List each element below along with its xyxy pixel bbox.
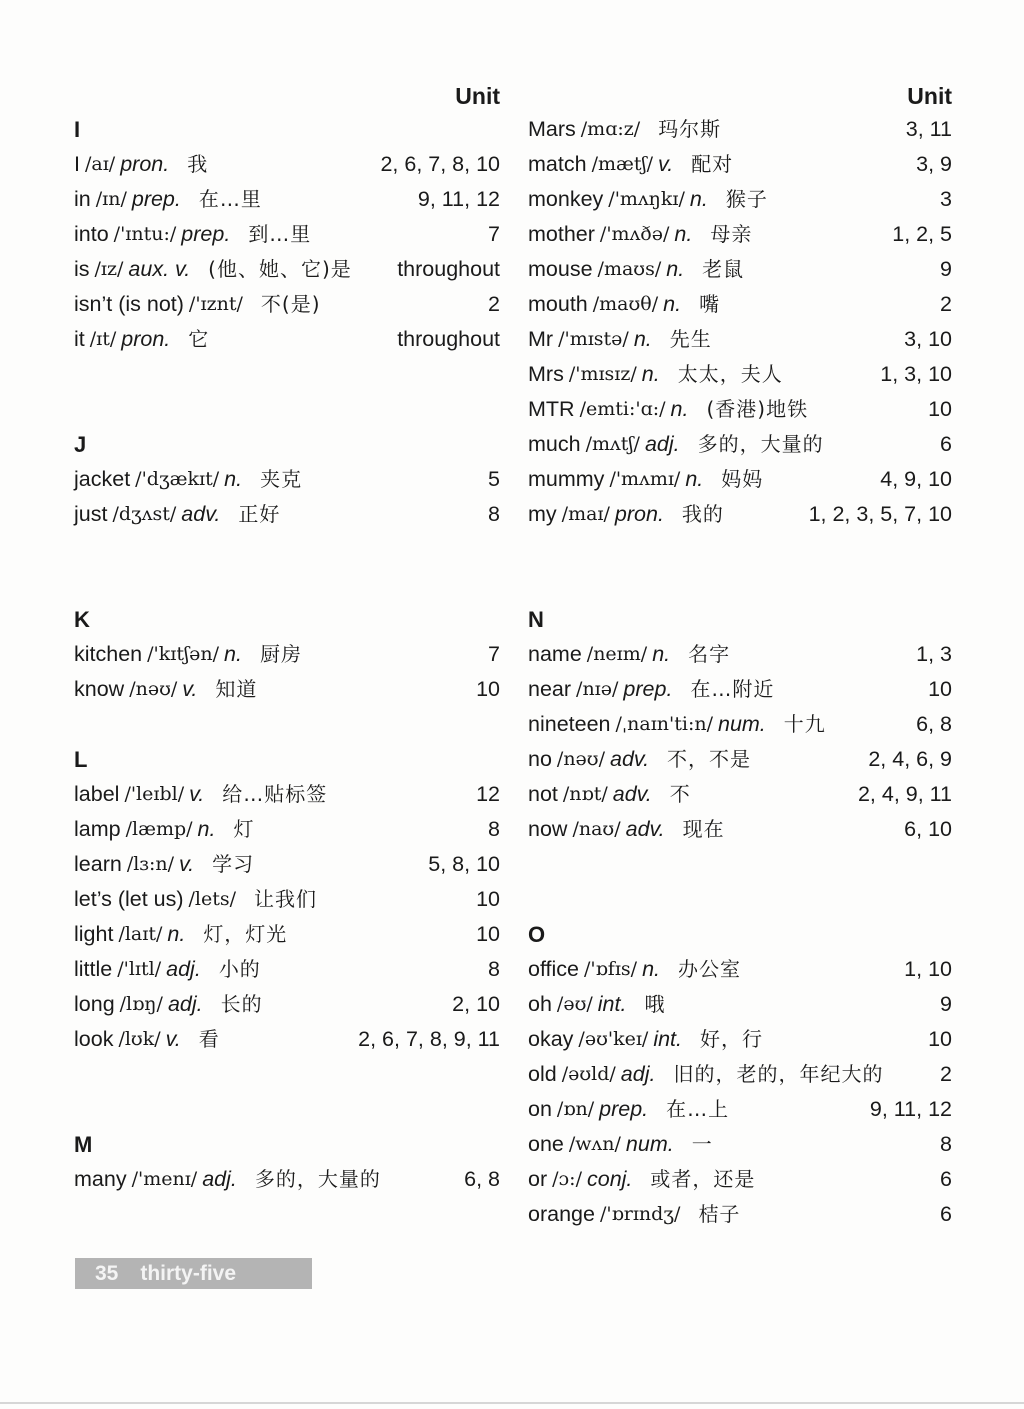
entry-phonetic: /nəʊ/ [556,748,605,770]
entry-units: 8 [940,1132,952,1156]
entry-phonetic: /dʒʌst/ [112,503,177,525]
entry-phonetic: /'mʌŋkɪ/ [608,188,685,210]
entry-phonetic: /mʌtʃ/ [585,433,640,455]
entry-chinese-meaning: 我 [187,152,209,176]
entry-chinese-meaning: 母亲 [710,222,753,246]
entry-phonetic: /'menɪ/ [131,1168,198,1190]
glossary-entry [74,462,500,497]
glossary-entry [528,987,952,1022]
entry-chinese-meaning: 配对 [691,152,734,176]
glossary-entry [528,1127,952,1162]
section-letter-heading: K [74,607,90,632]
entry-chinese-meaning: 十九 [783,712,826,736]
entry-part-of-speech: adv. [612,782,652,806]
entry-units: 1, 3 [916,642,952,666]
entry-phonetic: /læmp/ [125,818,193,840]
entry-phonetic: /maʊs/ [597,258,662,280]
entry-phonetic: /'kɪtʃən/ [147,643,220,665]
entry-units: 6, 8 [916,712,952,736]
entry-units: 9, 11, 12 [417,187,500,211]
glossary-entry [528,462,952,497]
entry-word: it [74,327,85,351]
entry-phonetic: /'ɪntu:/ [113,223,177,245]
entry-part-of-speech: num. [625,1132,674,1156]
entry-word: MTR [528,397,575,421]
entry-chinese-meaning: 让我们 [254,887,318,911]
entry-chinese-meaning: 夹克 [260,467,303,491]
entry-part-of-speech: int. [653,1027,682,1051]
entry-part-of-speech: n. [652,642,671,666]
entry-units: 2, 10 [452,992,500,1016]
entry-phonetic: /'leɪbl/ [124,783,185,805]
glossary-entry [528,742,952,777]
entry-word: Mrs [528,362,564,386]
entry-units: 3 [940,187,952,211]
left-column [74,80,500,1197]
entry-units: 8 [488,502,500,526]
entry-chinese-meaning: 多的，大量的 [254,1167,381,1191]
entry-phonetic: /ɪt/ [89,328,117,350]
entry-word: mouse [528,257,593,281]
entry-units: 6, 10 [904,817,952,841]
entry-part-of-speech: prep. [131,187,181,211]
entry-part-of-speech: n. [674,222,693,246]
unit-column-header: Unit [907,83,952,109]
entry-part-of-speech: n. [641,362,660,386]
entry-part-of-speech: n. [224,642,242,666]
entry-units: 10 [928,1027,952,1051]
entry-units: 7 [488,222,500,246]
entry-part-of-speech: v. [658,152,674,176]
entry-units: 1, 3, 10 [880,362,952,386]
entry-part-of-speech: adv. [610,747,650,771]
glossary-entry [74,777,500,812]
entry-units: 3, 9 [916,152,952,176]
entry-units: throughout [397,327,500,351]
entry-phonetic: /lets/ [188,888,237,910]
glossary-entry [528,357,952,392]
entry-chinese-meaning: 好，行 [700,1027,763,1051]
glossary-entry [528,392,952,427]
section-letter-heading: J [74,432,87,457]
entry-chinese-meaning: 长的 [220,992,263,1016]
entry-chinese-meaning: 现在 [682,817,725,841]
entry-part-of-speech: adv. [181,502,221,526]
entry-word: label [74,782,120,806]
entry-units: 2, 4, 9, 11 [857,782,952,806]
page-number-badge [75,1258,312,1289]
entry-units: 9 [940,257,952,281]
entry-word: one [528,1132,564,1156]
entry-word: light [74,922,114,946]
glossary-entry [74,637,500,672]
entry-part-of-speech: adj. [644,432,680,456]
entry-chinese-meaning: 厨房 [259,642,302,666]
section-spacer [74,357,500,392]
glossary-entry [528,1057,952,1092]
entry-word: look [74,1027,114,1051]
entry-units: 1, 2, 3, 5, 7, 10 [808,502,952,526]
entry-units: 6 [940,1202,952,1226]
glossary-list-left [74,112,500,1197]
section-spacer [74,1092,500,1127]
entry-word: just [74,502,108,526]
entry-units: 2 [488,292,500,316]
unit-column-header: Unit [455,83,500,109]
entry-phonetic: /mɑ:z/ [580,118,641,140]
entry-word: in [74,187,91,211]
entry-chinese-meaning: 猴子 [725,187,768,211]
entry-part-of-speech: v. [189,782,205,806]
entry-units: 3, 10 [904,327,952,351]
entry-part-of-speech: adj. [167,992,203,1016]
entry-part-of-speech: adj. [620,1062,656,1086]
entry-word: no [528,747,552,771]
entry-units: 2, 6, 7, 8, 9, 11 [358,1027,500,1051]
entry-phonetic: /əʊld/ [561,1063,616,1085]
entry-phonetic: /'mɪsɪz/ [568,363,637,385]
glossary-entry [528,952,952,987]
entry-chinese-meaning: 妈妈 [721,467,764,491]
entry-word: okay [528,1027,574,1051]
entry-phonetic: /'dʒækɪt/ [135,468,220,490]
glossary-entry [74,672,500,707]
section-spacer [74,392,500,427]
entry-part-of-speech: v. [179,852,195,876]
entry-word: on [528,1097,552,1121]
entry-part-of-speech: adv. [625,817,665,841]
entry-chinese-meaning: 办公室 [678,957,741,981]
entry-word: kitchen [74,642,143,666]
entry-units: 6 [940,432,952,456]
glossary-entry [528,812,952,847]
glossary-entry [74,1022,500,1057]
entry-word: let’s (let us) [74,887,184,911]
entry-part-of-speech: n. [666,257,685,281]
entry-phonetic: /'mʌðə/ [599,223,670,245]
glossary-entry [74,1162,500,1197]
entry-word: nineteen [528,712,611,736]
entry-phonetic: /nɪə/ [576,678,619,700]
entry-word: office [528,957,579,981]
entry-word: little [74,957,113,981]
glossary-entry [74,497,500,532]
section-letter-heading: L [74,747,88,772]
entry-word: I [74,152,80,176]
page-number: 35 [95,1262,119,1285]
entry-part-of-speech: n. [689,187,708,211]
entry-part-of-speech: aux. v. [128,257,191,281]
entry-phonetic: /maʊθ/ [592,293,659,315]
section-letter-heading: N [528,607,544,632]
entry-word: match [528,152,587,176]
entry-part-of-speech: n. [167,922,186,946]
entry-units: 5, 8, 10 [428,852,500,876]
entry-phonetic: /laɪt/ [118,923,163,945]
entry-part-of-speech: n. [642,957,660,981]
entry-word: many [74,1167,127,1191]
entry-chinese-meaning: 或者，还是 [650,1167,756,1191]
entry-word: lamp [74,817,121,841]
section-spacer [528,847,952,882]
entry-phonetic: /ɪn/ [95,188,127,210]
entry-phonetic: /'ɪznt/ [188,293,243,315]
entry-chinese-meaning: 在…附近 [690,677,775,701]
entry-chinese-meaning: 灯，灯光 [203,922,288,946]
section-letter-heading: M [74,1132,93,1157]
entry-units: 3, 11 [905,117,952,141]
entry-units: 1, 2, 5 [892,222,952,246]
section-letter-heading: I [74,117,81,142]
entry-chinese-meaning: 给…贴标签 [222,782,328,806]
entry-chinese-meaning: 正好 [238,502,281,526]
entry-chinese-meaning: 哦 [644,992,666,1016]
entry-units: 2, 6, 7, 8, 10 [380,152,500,176]
page-bottom-rule [0,1402,1024,1404]
entry-chinese-meaning: 在…里 [198,187,262,211]
entry-chinese-meaning: 玛尔斯 [658,117,722,141]
glossary-entry [528,112,952,147]
entry-word: old [528,1062,557,1086]
entry-word: name [528,642,582,666]
entry-part-of-speech: v. [182,677,198,701]
section-spacer [528,567,952,602]
entry-phonetic: /nəʊ/ [129,678,178,700]
entry-word: isn’t (is not) [74,292,184,316]
entry-phonetic: /maɪ/ [561,503,610,525]
entry-chinese-meaning: 我的 [681,502,724,526]
glossary-list-right [528,112,952,1232]
glossary-entry [74,217,500,252]
entry-phonetic: /'ɒfɪs/ [584,958,638,980]
entry-phonetic: /'lɪtl/ [117,958,162,980]
entry-units: 8 [488,957,500,981]
entry-phonetic: /neɪm/ [586,643,648,665]
glossary-entry [528,1092,952,1127]
entry-chinese-meaning: 不 [669,782,691,806]
entry-word: my [528,502,557,526]
section-spacer [528,532,952,567]
entry-part-of-speech: prep. [181,222,231,246]
entry-chinese-meaning: (香港)地铁 [706,397,809,421]
entry-units: 7 [488,642,500,666]
entry-units: 12 [476,782,500,806]
entry-units: 10 [476,677,500,701]
entry-word: near [528,677,572,701]
entry-chinese-meaning: 先生 [669,327,712,351]
entry-word: jacket [74,467,131,491]
entry-word: monkey [528,187,604,211]
entry-chinese-meaning: 一 [691,1132,713,1156]
section-spacer [74,707,500,742]
entry-part-of-speech: n. [663,292,682,316]
entry-units: 10 [928,397,952,421]
entry-part-of-speech: conj. [586,1167,633,1191]
entry-phonetic: /ɪz/ [94,258,124,280]
entry-word: much [528,432,581,456]
entry-part-of-speech: n. [224,467,243,491]
entry-phonetic: /'ɒrɪndʒ/ [599,1203,681,1225]
entry-phonetic: /ɒn/ [556,1098,595,1120]
entry-units: 4, 9, 10 [880,467,952,491]
entry-phonetic: /əʊ'keɪ/ [578,1028,649,1050]
entry-part-of-speech: adj. [202,1167,237,1191]
entry-phonetic: /nɒt/ [562,783,608,805]
entry-units: 9, 11, 12 [869,1097,952,1121]
entry-phonetic: /əʊ/ [556,993,593,1015]
entry-word: mother [528,222,595,246]
entry-part-of-speech: n. [197,817,216,841]
glossary-entry [528,322,952,357]
entry-word: now [528,817,568,841]
entry-units: 2 [940,292,952,316]
glossary-entry [74,252,500,287]
glossary-entry [74,812,500,847]
entry-phonetic: /'mʌmɪ/ [609,468,681,490]
glossary-entry [74,882,500,917]
entry-units: 1, 10 [904,957,952,981]
section-letter-heading: O [528,922,546,947]
entry-units: 10 [476,887,500,911]
entry-part-of-speech: pron. [614,502,664,526]
entry-phonetic: /ˌnaɪn'ti:n/ [615,713,713,735]
entry-chinese-meaning: 不，不是 [667,747,752,771]
entry-chinese-meaning: 它 [188,327,210,351]
entry-word: long [74,992,115,1016]
entry-word: learn [74,852,122,876]
entry-chinese-meaning: 太太，夫人 [677,362,783,386]
section-spacer [528,882,952,917]
entry-part-of-speech: n. [685,467,704,491]
entry-part-of-speech: prep. [623,677,673,701]
entry-chinese-meaning: 多的，大量的 [697,432,824,456]
entry-units: 6, 8 [464,1167,500,1191]
entry-word: mouth [528,292,588,316]
entry-phonetic: /mætʃ/ [591,153,654,175]
glossary-entry [528,217,952,252]
entry-word: oh [528,992,552,1016]
entry-word: or [528,1167,548,1191]
glossary-entry [528,147,952,182]
entry-chinese-meaning: 老鼠 [702,257,745,281]
entry-part-of-speech: adj. [166,957,201,981]
entry-word: know [74,677,125,701]
glossary-entry [528,672,952,707]
entry-part-of-speech: n. [670,397,689,421]
entry-chinese-meaning: 在…上 [666,1097,730,1121]
entry-chinese-meaning: 知道 [215,677,258,701]
entry-chinese-meaning: 看 [198,1027,220,1051]
entry-phonetic: /'mɪstə/ [558,328,629,350]
entry-chinese-meaning: 小的 [218,957,261,981]
entry-chinese-meaning: 旧的，老的，年纪大的 [673,1062,884,1086]
page-number-words: thirty-five [140,1262,237,1285]
entry-word: Mr [528,327,554,351]
entry-phonetic: /lʊk/ [118,1028,161,1050]
entry-part-of-speech: v. [165,1027,181,1051]
entry-chinese-meaning: 名字 [688,642,731,666]
entry-phonetic: /emti:'ɑ:/ [579,398,666,420]
entry-phonetic: /lɒŋ/ [119,993,163,1015]
entry-part-of-speech: int. [597,992,627,1016]
entry-chinese-meaning: 桔子 [698,1202,741,1226]
glossary-entry [528,637,952,672]
glossary-entry [528,1162,952,1197]
glossary-entry [74,917,500,952]
entry-word: into [74,222,109,246]
glossary-entry [528,1022,952,1057]
entry-chinese-meaning: 学习 [212,852,255,876]
entry-units: 5 [488,467,500,491]
glossary-entry [528,252,952,287]
entry-part-of-speech: pron. [121,327,171,351]
glossary-entry [74,182,500,217]
glossary-entry [74,322,500,357]
glossary-entry [74,147,500,182]
glossary-entry [528,497,952,532]
glossary-entry [74,847,500,882]
entry-units: 10 [928,677,952,701]
entry-units: 8 [488,817,500,841]
glossary-entry [74,987,500,1022]
glossary-entry [528,182,952,217]
entry-phonetic: /lɜ:n/ [126,853,174,875]
entry-chinese-meaning: 不(是) [260,292,321,316]
entry-chinese-meaning: (他、她、它)是 [208,257,352,281]
glossary-entry [528,707,952,742]
entry-phonetic: /wʌn/ [568,1133,621,1155]
entry-phonetic: /aɪ/ [84,153,116,175]
entry-part-of-speech: n. [633,327,652,351]
entry-chinese-meaning: 嘴 [699,292,721,316]
entry-chinese-meaning: 灯 [233,817,255,841]
glossary-entry [528,287,952,322]
glossary-entry [74,287,500,322]
entry-part-of-speech: prep. [599,1097,649,1121]
entry-word: Mars [528,117,576,141]
glossary-entry [74,952,500,987]
entry-word: mummy [528,467,605,491]
entry-units: 6 [940,1167,952,1191]
entry-word: not [528,782,558,806]
section-spacer [74,532,500,567]
entry-word: orange [528,1202,595,1226]
glossary-entry [528,777,952,812]
entry-units: throughout [397,257,500,281]
glossary-entry [528,1197,952,1232]
entry-phonetic: /ɔ:/ [552,1168,582,1190]
entry-phonetic: /naʊ/ [572,818,621,840]
entry-units: 9 [940,992,952,1016]
right-column [528,80,952,1232]
entry-part-of-speech: num. [717,712,766,736]
entry-units: 2 [940,1062,952,1086]
section-spacer [74,567,500,602]
section-spacer [74,1057,500,1092]
entry-part-of-speech: pron. [120,152,170,176]
glossary-entry [528,427,952,462]
entry-chinese-meaning: 到…里 [248,222,312,246]
entry-units: 2, 4, 6, 9 [868,747,952,771]
entry-word: is [74,257,90,281]
entry-units: 10 [476,922,500,946]
